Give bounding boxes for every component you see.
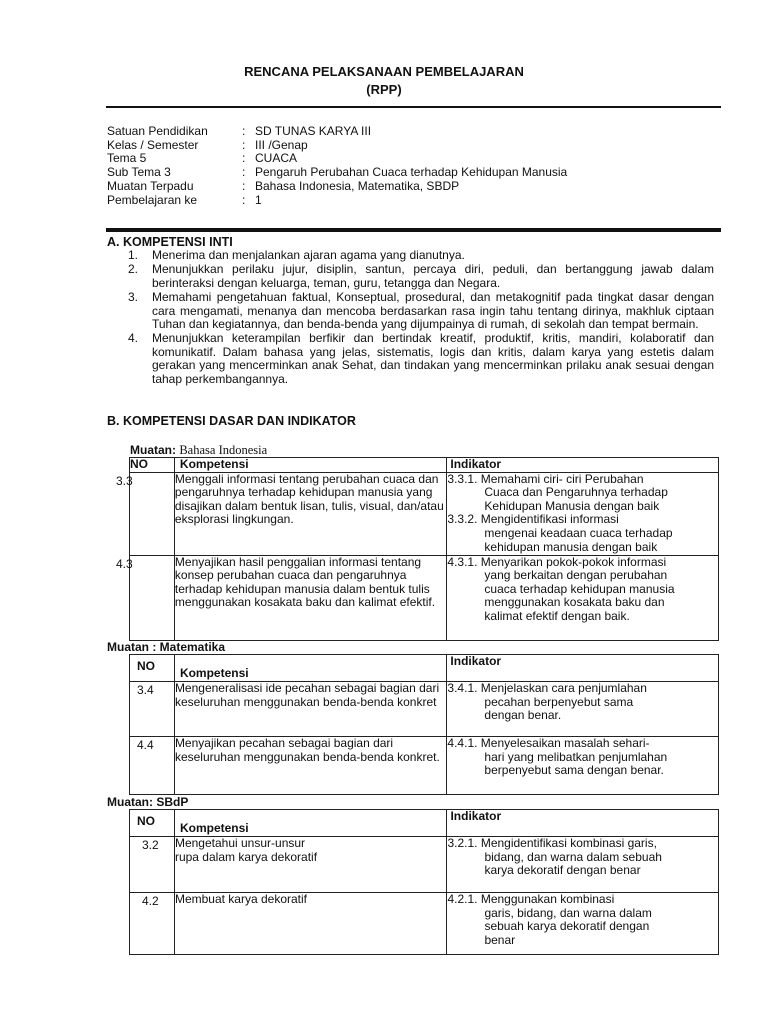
header-kompetensi: Kompetensi [174, 810, 447, 837]
cell-indikator [447, 737, 719, 795]
indikator-first-line: Menggunakan kombinasi [480, 892, 615, 906]
section-rule [106, 228, 721, 232]
list-item [128, 332, 714, 386]
list-item-number: 2. [128, 262, 139, 277]
list-item-number: 1. [128, 248, 139, 262]
indikator-line: karya dekoratif dengan benar [484, 863, 641, 878]
cell-no: 4.4 [130, 737, 175, 795]
indikator-item [447, 513, 718, 554]
indikator-line: berpenyebut sama dengan benar. [484, 763, 664, 778]
kompetensi-inti-list [128, 249, 714, 387]
kompetensi-line: Membuat karya dekoratif [174, 892, 308, 906]
muatan-label: Muatan: [130, 443, 176, 457]
indikator-code: 3.4.1. [447, 681, 478, 695]
header-indikator: Indikator [447, 655, 719, 682]
row-number: 4.3 [116, 556, 133, 571]
muatan-matematika-label: Muatan : Matematika [107, 640, 226, 654]
info-value: CUACA [255, 151, 298, 165]
row-number: 3.3 [116, 473, 133, 488]
header-kompetensi: Kompetensi [174, 458, 446, 473]
indikator-line: hari yang melibatkan penjumlahan [484, 749, 668, 764]
cell-no [116, 555, 175, 640]
info-label: Muatan Terpadu [107, 179, 194, 193]
indikator-first-line: Mengidentifikasi informasi [480, 512, 619, 527]
section-heading-kompetensi-dasar: B. KOMPETENSI DASAR DAN INDIKATOR [107, 414, 356, 428]
indikator-code: 4.2.1. [447, 892, 478, 906]
indikator-line: sebuah karya dekoratif dengan [484, 919, 650, 934]
cell-kompetensi [174, 893, 447, 955]
indikator-line: cuaca terhadap kehidupan manusia [484, 581, 675, 596]
kompetensi-line: rupa dalam karya dekoratif [174, 849, 318, 864]
info-value: Bahasa Indonesia, Matematika, SBDP [255, 179, 460, 193]
indikator-code: 3.3.1. [447, 471, 478, 486]
cell-no [116, 472, 175, 555]
table-row [130, 682, 719, 737]
indikator-item [447, 473, 718, 514]
info-separator: : [242, 165, 246, 179]
table-row [130, 472, 719, 555]
info-label: Tema 5 [107, 151, 147, 165]
list-item [128, 291, 714, 331]
list-item-text: Menunjukkan perilaku jujur, disiplin, santun, percaya diri, peduli, dan bertanggung jawab dalam berinteraksi dengan keluarga, teman, guru, tetangga dan Negara. [152, 262, 714, 290]
table-header-row [130, 458, 719, 473]
cell-kompetensi [174, 837, 447, 893]
cell-kompetensi: Menyajikan hasil penggalian informasi tentang konsep perubahan cuaca dan pengaruhnya terhadap kehidupan manusia dalam bentuk tulis menggunakan kosakata baku dan kalimat efektif. [174, 555, 446, 640]
indikator-line: dengan benar. [484, 708, 562, 723]
list-item-text: Menerima dan menjalankan ajaran agama yang dianutnya. [152, 248, 465, 262]
section-heading-kompetensi-inti: A. KOMPETENSI INTI [107, 235, 233, 249]
info-separator: : [242, 138, 246, 152]
header-indikator: Indikator [447, 458, 719, 473]
kompetensi-line: Mengetahui unsur-unsur [174, 836, 306, 850]
document-subtitle: (RPP) [366, 82, 402, 97]
indikator-line: benar [484, 932, 516, 947]
indikator-first-line: Menyarikan pokok-pokok informasi [480, 554, 667, 569]
list-item [128, 263, 714, 290]
indikator-code: 3.3.2. [447, 512, 478, 527]
table-row [130, 893, 719, 955]
cell-kompetensi: Menyajikan pecahan sebagai bagian dari keseluruhan menggunakan benda-benda konkret. [174, 737, 446, 795]
list-item-text: Menunjukkan keterampilan berfikir dan bertindak kreatif, produktif, kritis, mandiri, kolaboratif dan komunikatif. Dalam bahasa yang jelas, sistematis, logis dan kritis, dalam karya yang estetis dalam gerakan yang mencerminkan anak Sehat, dan tindakan yang mencerminkan prilaku anak sesuai dengan tahap perkembangannya. [152, 331, 714, 386]
indikator-line: menggunakan kosakata baku dan [484, 595, 665, 610]
cell-kompetensi: Mengeneralisasi ide pecahan sebagai bagian dari keseluruhan menggunakan benda-benda konkret [174, 682, 446, 737]
cell-indikator [447, 472, 719, 555]
indikator-code: 4.4.1. [447, 736, 478, 750]
cell-no: 4.2 [130, 893, 175, 955]
cell-indikator [447, 682, 719, 737]
indikator-line: kehidupan manusia dengan baik [484, 539, 658, 554]
header-kompetensi: Kompetensi [174, 655, 446, 682]
cell-indikator [447, 837, 719, 893]
indikator-first-line: Menjelaskan cara penjumlahan [480, 681, 647, 695]
indikator-first-line: Menyelesaikan masalah sehari- [480, 736, 650, 750]
table-row [130, 737, 719, 795]
header-no: NO [130, 810, 175, 837]
cell-no: 3.2 [130, 837, 175, 893]
table-row [130, 837, 719, 893]
indikator-line: pecahan berpenyebut sama [484, 694, 634, 709]
table-bahasa-indonesia [116, 457, 719, 641]
table-sbdp [129, 809, 719, 955]
header-indikator: Indikator [447, 810, 719, 837]
list-item-number: 3. [128, 290, 139, 305]
indikator-line: garis, bidang, dan warna dalam [484, 905, 652, 920]
table-row [130, 555, 719, 640]
muatan-name: Bahasa Indonesia [179, 443, 268, 457]
list-item-number: 4. [128, 331, 139, 346]
muatan-bahasa-label [130, 443, 267, 458]
muatan-sbdp-label: Muatan: SBdP [107, 795, 189, 809]
info-value: SD TUNAS KARYA III [255, 124, 372, 138]
header-no: NO [130, 458, 175, 473]
indikator-first-line: Mengidentifikasi kombinasi garis, [480, 836, 657, 850]
indikator-line: bidang, dan warna dalam sebuah [484, 849, 662, 864]
indikator-line: Kehidupan Manusia dengan baik [484, 498, 660, 513]
indikator-item [447, 556, 718, 624]
cell-indikator [447, 893, 719, 955]
list-item [128, 249, 714, 262]
table-header-row [130, 655, 719, 682]
indikator-code: 4.3.1. [447, 554, 478, 569]
info-label: Satuan Pendidikan [107, 124, 208, 138]
document-title: RENCANA PELAKSANAAN PEMBELAJARAN [244, 64, 524, 79]
info-label: Pembelajaran ke [107, 193, 198, 207]
cell-no: 3.4 [130, 682, 175, 737]
info-separator: : [242, 193, 246, 207]
indikator-item [447, 837, 718, 878]
indikator-item [447, 893, 718, 947]
info-value: III /Genap [255, 138, 308, 152]
info-separator: : [242, 151, 246, 165]
info-separator: : [242, 124, 246, 138]
indikator-line: Cuaca dan Pengaruhnya terhadap [484, 485, 668, 500]
cell-kompetensi: Menggali informasi tentang perubahan cuaca dan pengaruhnya terhadap kehidupan manusia yang disajikan dalam bentuk lisan, tulis, visual, dan/atau eksplorasi lingkungan. [174, 472, 446, 555]
info-value: 1 [255, 193, 262, 207]
header-rule [106, 106, 721, 108]
cell-indikator [447, 555, 719, 640]
indikator-item [447, 737, 718, 778]
info-separator: : [242, 179, 246, 193]
info-label: Sub Tema 3 [107, 165, 171, 179]
table-header-row [130, 810, 719, 837]
indikator-first-line: Memahami ciri- ciri Perubahan [480, 471, 644, 486]
list-item-text: Memahami pengetahuan faktual, Konseptual, prosedural, dan metakognitif pada tingkat dasar dengan cara mengamati, menanya dan mencoba berdasarkan rasa ingin tahu tentang dirinya, makhluk ciptaan Tuhan dan kegiatannya, dan benda-benda yang dijumpainya di rumah, di sekolah dan tempat bermain. [152, 290, 714, 332]
header-no: NO [130, 655, 175, 682]
info-value: Pengaruh Perubahan Cuaca terhadap Kehidupan Manusia [255, 165, 568, 179]
table-matematika [129, 654, 719, 795]
indikator-line: kalimat efektif dengan baik. [484, 608, 630, 623]
info-label: Kelas / Semester [107, 138, 199, 152]
indikator-item [447, 682, 718, 723]
indikator-line: mengenai keadaan cuaca terhadap [484, 525, 673, 540]
indikator-line: yang berkaitan dengan perubahan [484, 568, 668, 583]
indikator-code: 3.2.1. [447, 836, 478, 850]
